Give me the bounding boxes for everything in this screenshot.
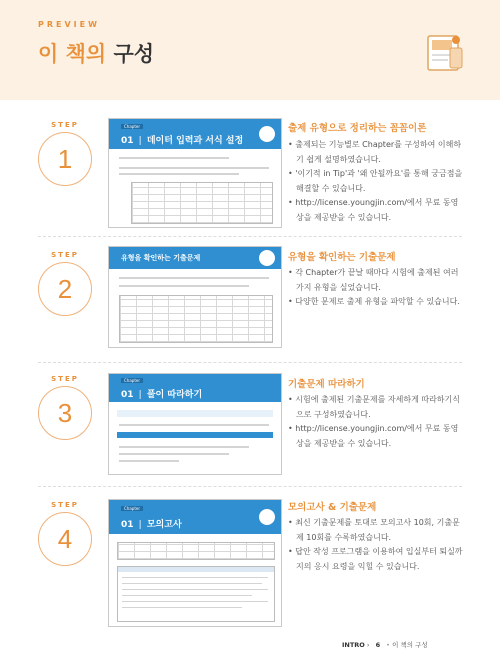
text-line (122, 577, 268, 578)
text-line (119, 173, 239, 175)
text-line (122, 607, 242, 608)
step-number: 2 (57, 274, 73, 304)
instructions-header (118, 567, 274, 572)
text-line (119, 453, 229, 455)
text-line (119, 424, 269, 426)
thumbnail-title-text: 데이터 입력과 서식 설정 (146, 136, 244, 146)
bullet-item: • 다양한 문제로 출제 유형을 파악할 수 있습니다. (288, 297, 460, 306)
text-line (122, 583, 262, 584)
text-line (122, 589, 268, 590)
thumbnail-badge-icon (259, 126, 275, 142)
bullet-item: • http://license.youngjin.com/에서 무료 동영상을 제공받을 수 있습니다. (288, 424, 459, 448)
thumbnail-title: 유형을 확인하는 기출문제 (121, 254, 201, 262)
step-label: STEP (51, 375, 79, 383)
footer-label: 이 책의 구성 (392, 641, 428, 649)
text-line (119, 446, 249, 448)
thumbnail-number: 01 (121, 136, 134, 146)
step-1-bullets (288, 138, 464, 225)
text-line (119, 460, 179, 462)
step-3-thumbnail (108, 373, 282, 475)
instructions-box (117, 566, 275, 622)
page-title-main: 구성 (113, 42, 155, 66)
step-1-thumbnail (108, 118, 282, 228)
step-4-bullets (288, 516, 464, 574)
book-illustration-icon (420, 28, 468, 76)
thumbnail-title: 01 | 풀이 따라하기 (121, 390, 203, 400)
step-2-circle (38, 251, 92, 316)
step-label: STEP (51, 501, 79, 509)
page-title-prefix: 이 책의 (38, 42, 107, 66)
bullet-item: • http://license.youngjin.com/에서 무료 동영상을 제공받을 수 있습니다. (288, 198, 459, 222)
step-1-title: 출제 유형으로 정리하는 꼼꼼이론 (288, 123, 427, 134)
header-band (0, 0, 500, 100)
step-number: 4 (57, 524, 73, 554)
thumbnail-chip: Chapter (121, 506, 143, 511)
step-2-bullets (288, 266, 464, 310)
divider (38, 362, 462, 363)
exam-info-table (117, 542, 275, 560)
page-footer: INTRO › 6 • 이 책의 구성 (342, 641, 428, 649)
text-line (122, 601, 268, 602)
thumbnail-chip: Chapter (121, 378, 143, 383)
thumbnail-title: 01 | 모의고사 (121, 520, 182, 530)
bullet-item: • 최신 기출문제를 토대로 모의고사 10회, 기출문제 10회를 수록하였습니다. (288, 518, 460, 542)
sub-header-bar (117, 432, 273, 438)
step-3-bullets (288, 393, 464, 451)
step-4-title: 모의고사 & 기출문제 (288, 502, 377, 513)
bullet-item: • 각 Chapter가 끝날 때마다 시험에 출제된 여러 가지 유형을 실었습니다. (288, 268, 459, 292)
text-line (119, 285, 249, 287)
spreadsheet-preview (119, 295, 273, 343)
text-line (119, 157, 229, 159)
bullet-item: • 시험에 출제된 기출문제를 자세하게 따라하기식으로 구성하였습니다. (288, 395, 460, 419)
thumbnail-badge-icon (259, 509, 275, 525)
step-4-circle (38, 501, 92, 566)
text-line (119, 167, 269, 169)
page-number: 6 (375, 641, 381, 649)
step-2-title: 유형을 확인하는 기출문제 (288, 252, 396, 263)
thumbnail-badge-icon (259, 250, 275, 266)
text-line (119, 277, 269, 279)
thumbnail-title: 01 | 데이터 입력과 서식 설정 (121, 136, 244, 146)
divider (38, 486, 462, 487)
bullet-item: • '이기적 in Tip'과 '왜 안될까요'를 통해 궁금점을 해결할 수 있습니다. (288, 169, 463, 193)
step-3-circle (38, 375, 92, 440)
thumbnail-title-text: 풀이 따라하기 (146, 390, 203, 400)
step-2-thumbnail (108, 246, 282, 348)
question-bar (117, 410, 273, 417)
spreadsheet-preview (131, 182, 273, 224)
step-number: 1 (57, 144, 73, 174)
step-3-title: 기출문제 따라하기 (288, 379, 365, 390)
preview-eyebrow: PREVIEW (38, 20, 100, 29)
thumbnail-title-text: 모의고사 (146, 520, 182, 530)
step-number: 3 (57, 398, 73, 428)
divider (38, 236, 462, 237)
text-line (122, 595, 252, 596)
step-4-thumbnail (108, 499, 282, 627)
step-1-circle (38, 121, 92, 186)
bullet-item: • 답안 작성 프로그램을 이용하여 입실부터 퇴실까지의 응시 요령을 익힐 수 있습니다. (288, 547, 463, 571)
page-title (38, 38, 154, 68)
bullet-item: • 출제되는 기능별로 Chapter를 구성하여 이해하기 쉽게 설명하였습니다. (288, 140, 462, 164)
footer-section: INTRO (342, 641, 365, 649)
step-label: STEP (51, 251, 79, 259)
thumbnail-number: 01 (121, 390, 134, 400)
thumbnail-chip: Chapter (121, 124, 143, 129)
step-label: STEP (51, 121, 79, 129)
thumbnail-number: 01 (121, 520, 134, 530)
